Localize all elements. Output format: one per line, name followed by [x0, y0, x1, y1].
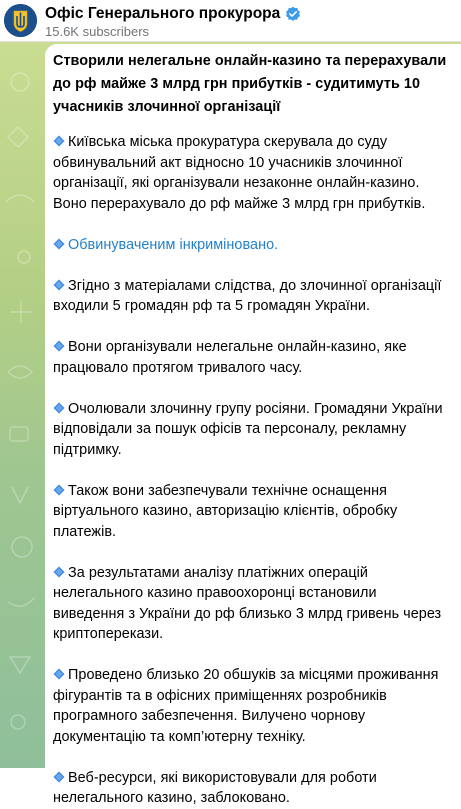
- accusation-link[interactable]: Обвинуваченим інкриміновано.: [68, 236, 279, 253]
- paragraph-text: Згідно з матеріалами слідства, до злочинної організації входили 5 громадян рф та 5 громадян України.: [53, 277, 442, 314]
- post-paragraph: [53, 399, 451, 461]
- channel-name[interactable]: Офіс Генерального прокурора: [45, 5, 281, 22]
- blue-diamond-icon: [53, 402, 65, 414]
- blue-diamond-icon: [53, 484, 65, 496]
- paragraph-text: Проведено близько 20 обшуків за місцями проживання фігурантів та в офісних приміщеннях розробників програмного забезпечення. Вилучено чорнову документацію та комп’ютерну техніку.: [53, 667, 439, 745]
- paragraph-text: Київська міська прокуратура скерувала до суду обвинувальний акт відносно 10 учасників злочинної організації, які організували незаконне онлайн-казино. Воно перерахувало до рф майже 3 млрд грн прибутків.: [53, 134, 426, 212]
- post-paragraph: [53, 276, 451, 317]
- blue-diamond-icon: [53, 135, 65, 147]
- paragraph-text: Вони організували нелегальне онлайн-казино, яке працювало протягом тривалого часу.: [53, 339, 407, 376]
- post-paragraph: [53, 665, 451, 747]
- message-bubble[interactable]: [45, 44, 461, 806]
- blue-diamond-icon: [53, 566, 65, 578]
- paragraph-text: Веб-ресурси, які використовували для роботи нелегального казино, заблоковано.: [53, 769, 377, 806]
- post-title: Створили нелегальне онлайн-казино та перерахували до рф майже 3 млрд грн прибутків - судитимуть 10 учасників злочинної організації: [53, 53, 447, 115]
- post-paragraph: [53, 481, 451, 543]
- post-paragraph: [53, 337, 451, 378]
- subscriber-count: 15.6K subscribers: [45, 24, 150, 39]
- post-paragraph: [53, 768, 451, 809]
- verified-badge-icon: [285, 6, 301, 22]
- blue-diamond-icon: [53, 238, 65, 250]
- paragraph-text: Також вони забезпечували технічне оснащення віртуального казино, авторизацію клієнтів, обробку платежів.: [53, 482, 398, 540]
- post-paragraph: [53, 235, 451, 256]
- post-paragraph: [53, 132, 451, 214]
- channel-header[interactable]: [0, 0, 461, 42]
- paragraph-text: Очолювали злочинну групу росіяни. Громадяни України відповідали за пошук офісів та персоналу, рекламну підтримку.: [53, 400, 443, 458]
- blue-diamond-icon: [53, 279, 65, 291]
- post-paragraph: [53, 563, 451, 645]
- paragraph-text: За результатами аналізу платіжних операцій нелегального казино правоохоронці встановили виведення з України до рф близько 3 млрд гривень через криптоперекази.: [53, 564, 442, 642]
- channel-avatar[interactable]: [4, 4, 37, 37]
- coat-of-arms-icon: [4, 4, 37, 37]
- blue-diamond-icon: [53, 668, 65, 680]
- blue-diamond-icon: [53, 340, 65, 352]
- blue-diamond-icon: [53, 771, 65, 783]
